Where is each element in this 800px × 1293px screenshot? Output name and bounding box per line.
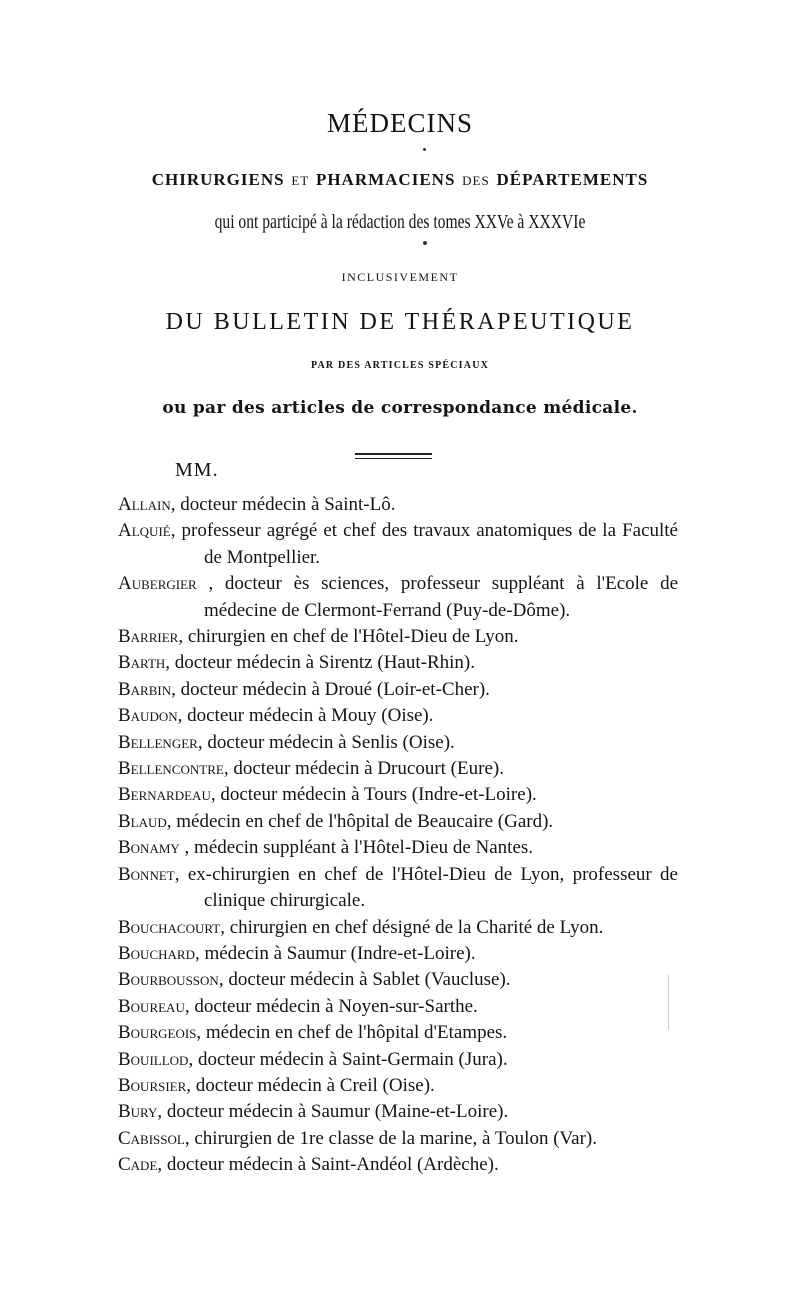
entry-name: Baudon	[118, 705, 178, 727]
entry-name: Aubergier	[118, 573, 197, 595]
list-item	[118, 994, 678, 1020]
list-item	[118, 1126, 678, 1152]
entry-name: Bouillod	[118, 1048, 189, 1070]
entry-text: , docteur médecin à Saint-Lô.	[170, 494, 396, 515]
entry-text: , ex-chirurgien en chef de l'Hôtel-Dieu de Lyon, professeur de clinique chirurgicale.	[174, 863, 678, 912]
entry-text: , docteur médecin à Saint-Andéol (Ardèche).	[157, 1154, 499, 1176]
list-item	[118, 571, 678, 624]
list-item	[118, 941, 678, 967]
list-item	[118, 730, 678, 756]
entry-name: Bouchacourt	[118, 916, 221, 938]
list-item	[118, 650, 678, 676]
entry-text: , chirurgien en chef de l'Hôtel-Dieu de Lyon.	[178, 626, 519, 648]
entry-text: , docteur médecin à Creil (Oise).	[186, 1074, 435, 1096]
salutation: MM.	[175, 459, 219, 481]
entry-text: , docteur médecin à Mouy (Oise).	[177, 705, 434, 727]
entry-name: Bonnet	[118, 863, 175, 885]
inclusivement-line: INCLUSIVEMENT	[341, 270, 459, 284]
correspondance-line: ou par des articles de correspondance médicale.	[162, 398, 638, 418]
scan-artifact	[668, 975, 669, 1030]
entry-text: , médecin suppléant à l'Hôtel-Dieu de Nantes.	[179, 837, 534, 859]
entry-text: , docteur médecin à Saint-Germain (Jura).	[188, 1048, 508, 1070]
entry-text: , chirurgien en chef désigné de la Charité de Lyon.	[220, 916, 604, 938]
entry-name: Boursier	[118, 1074, 187, 1096]
entry-name: Cabissol	[118, 1127, 185, 1149]
entry-text: , médecin en chef de l'hôpital de Beaucaire (Gard).	[166, 810, 554, 832]
entry-text: , médecin à Saumur (Indre-et-Loire).	[194, 942, 476, 964]
bulletin-title: DU BULLETIN DE THÉRAPEUTIQUE	[165, 309, 635, 335]
entry-text: , docteur ès sciences, professeur suppléant à l'Ecole de médecine de Clermont-Ferrand (Puy-de-Dôme).	[196, 573, 678, 621]
entry-name: Barbin	[118, 678, 172, 700]
list-item	[118, 756, 678, 782]
subtitle	[0, 170, 800, 190]
entry-list	[118, 492, 678, 1179]
articles-line: PAR DES ARTICLES SPÉCIAUX	[310, 360, 490, 371]
list-item	[118, 518, 678, 571]
list-item	[118, 1073, 678, 1099]
entry-name: Bouchard	[118, 942, 195, 964]
entry-name: Bonamy	[118, 837, 180, 859]
list-item	[118, 624, 678, 650]
list-item	[118, 809, 678, 835]
entry-name: Bellencontre	[118, 758, 224, 780]
list-item	[118, 915, 678, 941]
list-item	[118, 782, 678, 808]
entry-text: , professeur agrégé et chef des travaux anatomiques de la Faculté de Montpellier.	[170, 520, 678, 568]
subtitle-departements: DÉPARTEMENTS	[496, 170, 649, 189]
decorative-dot	[423, 148, 426, 151]
entry-text: , docteur médecin à Sirentz (Haut-Rhin).	[165, 652, 475, 674]
entry-name: Bourgeois	[118, 1022, 197, 1044]
page-title: MÉDECINS	[326, 108, 473, 138]
list-item	[118, 1099, 678, 1125]
list-item	[118, 677, 678, 703]
subtitle-chirurgiens: CHIRURGIENS	[151, 170, 285, 189]
entry-name: Bury	[118, 1101, 158, 1123]
entry-name: Allain	[118, 494, 171, 515]
entry-text: , docteur médecin à Tours (Indre-et-Loire).	[210, 784, 537, 806]
subtitle-et: ET	[291, 173, 310, 188]
entry-name: Bourbousson	[118, 969, 219, 991]
entry-name: Alquié	[118, 520, 171, 542]
subtitle-pharmaciens: PHARMACIENS	[315, 170, 456, 189]
entry-text: , chirurgien de 1re classe de la marine, à Toulon (Var).	[184, 1127, 597, 1149]
entry-text: , docteur médecin à Saumur (Maine-et-Loire).	[157, 1101, 509, 1123]
entry-name: Barth	[118, 652, 166, 674]
entry-name: Barrier	[118, 626, 179, 648]
entry-text: , docteur médecin à Senlis (Oise).	[197, 731, 455, 753]
subtitle-des: DES	[462, 173, 490, 188]
list-item	[118, 1020, 678, 1046]
list-item	[118, 862, 678, 915]
list-item	[118, 967, 678, 993]
entry-text: , médecin en chef de l'hôpital d'Etampes.	[196, 1022, 508, 1044]
list-item	[118, 1152, 678, 1178]
separator-rule	[355, 453, 432, 455]
list-item	[118, 703, 678, 729]
decorative-dot	[423, 241, 427, 245]
participation-line: qui ont participé à la rédaction des tomes XXVe à XXXVIe	[214, 211, 586, 233]
entry-text: , docteur médecin à Droué (Loir-et-Cher).	[171, 678, 490, 700]
entry-name: Boureau	[118, 995, 185, 1017]
entry-name: Bernardeau	[118, 784, 211, 806]
list-item	[118, 1047, 678, 1073]
separator-rule-thin	[355, 458, 432, 459]
entry-text: , docteur médecin à Drucourt (Eure).	[223, 758, 504, 780]
entry-name: Cade	[118, 1154, 158, 1176]
entry-name: Bellenger	[118, 731, 198, 753]
entry-text: , docteur médecin à Noyen-sur-Sarthe.	[184, 995, 478, 1017]
list-item	[118, 492, 678, 518]
list-item	[118, 835, 678, 861]
entry-text: , docteur médecin à Sablet (Vaucluse).	[218, 969, 511, 991]
entry-name: Blaud	[118, 810, 167, 832]
